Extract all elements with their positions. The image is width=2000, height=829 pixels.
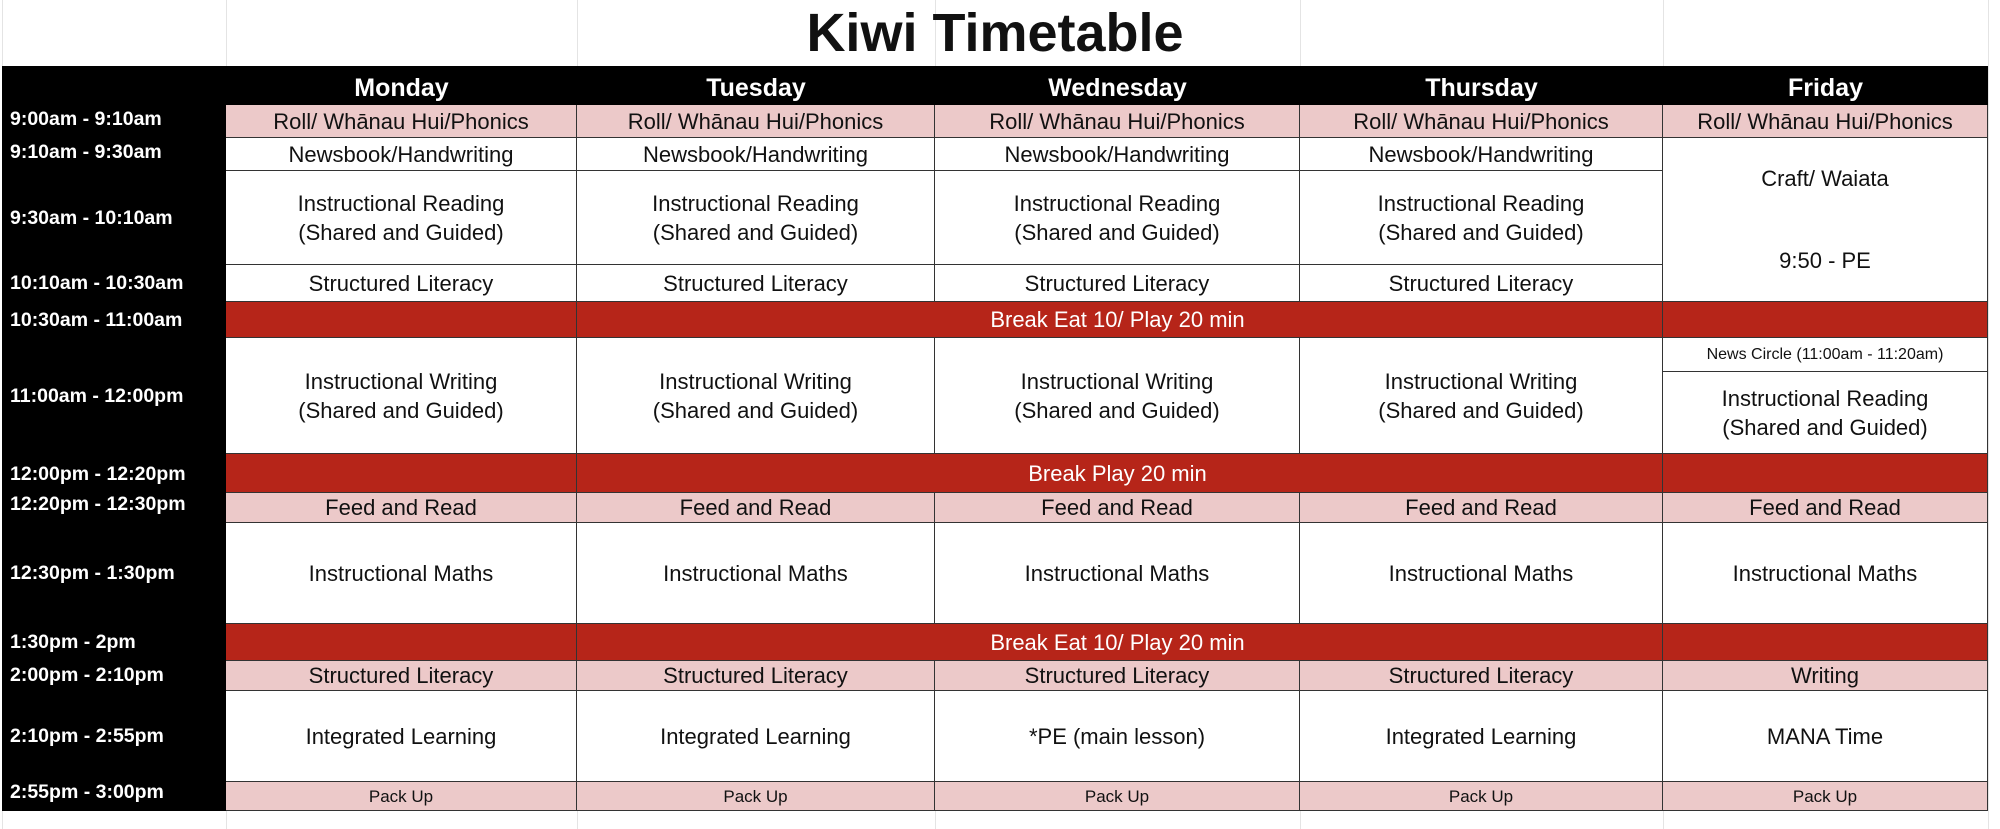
cell-news-circle-friday: News Circle (11:00am - 11:20am): [1663, 338, 1988, 372]
cell-reading-friday: [1663, 372, 1988, 454]
cell-roll-wednesday: Roll/ Whānau Hui/Phonics: [935, 105, 1300, 138]
cell-packup-wednesday: Pack Up: [935, 782, 1300, 811]
cell-roll-tuesday: Roll/ Whānau Hui/Phonics: [577, 105, 935, 138]
header-thursday: Thursday: [1300, 66, 1663, 105]
break-cell: [1663, 302, 1988, 338]
craft-label: Craft/ Waiata: [1761, 166, 1889, 192]
break-cell: [1300, 454, 1663, 493]
cell-mana-friday: MANA Time: [1663, 691, 1988, 782]
reading-line1: Instructional Reading: [1377, 190, 1585, 216]
cell-packup-friday: Pack Up: [1663, 782, 1988, 811]
time-label: 1:30pm - 2pm: [2, 624, 226, 661]
time-label: 11:00am - 12:00pm: [2, 338, 226, 454]
cell-roll-thursday: Roll/ Whānau Hui/Phonics: [1300, 105, 1663, 138]
grid-line: [1988, 0, 1989, 829]
cell-reading-wednesday: [935, 171, 1300, 265]
time-label: 2:10pm - 2:55pm: [2, 691, 226, 782]
cell-literacy-thursday: Structured Literacy: [1300, 265, 1663, 302]
cell-maths-friday: Instructional Maths: [1663, 523, 1988, 624]
cell-newsbook-thursday: Newsbook/Handwriting: [1300, 138, 1663, 171]
cell-roll-monday: Roll/ Whānau Hui/Phonics: [226, 105, 577, 138]
cell-reading-thursday: [1300, 171, 1663, 265]
time-label: 12:00pm - 12:20pm: [2, 454, 226, 493]
time-label: 9:10am - 9:30am: [2, 138, 226, 171]
header-friday: Friday: [1663, 66, 1988, 105]
break-cell: [1663, 454, 1988, 493]
cell-maths-wednesday: Instructional Maths: [935, 523, 1300, 624]
cell-integrated-tuesday: Integrated Learning: [577, 691, 935, 782]
cell-literacy2-tuesday: Structured Literacy: [577, 661, 935, 691]
reading-line2: (Shared and Guided): [298, 219, 504, 245]
break-cell: [1300, 624, 1663, 661]
cell-writing-friday: Writing: [1663, 661, 1988, 691]
cell-feed-monday: Feed and Read: [226, 493, 577, 523]
writing-line2: (Shared and Guided): [652, 397, 859, 423]
cell-feed-tuesday: Feed and Read: [577, 493, 935, 523]
cell-craft-friday: [1663, 138, 1988, 302]
cell-literacy-tuesday: Structured Literacy: [577, 265, 935, 302]
writing-line1: Instructional Writing: [304, 368, 498, 394]
time-label: 12:30pm - 1:30pm: [2, 523, 226, 624]
cell-literacy2-thursday: Structured Literacy: [1300, 661, 1663, 691]
writing-line1: Instructional Writing: [1020, 368, 1214, 394]
break-cell: [1663, 624, 1988, 661]
cell-feed-wednesday: Feed and Read: [935, 493, 1300, 523]
page-title: Kiwi Timetable: [806, 3, 1184, 63]
time-label: 12:20pm - 12:30pm: [2, 493, 226, 523]
writing-line2: (Shared and Guided): [1378, 397, 1584, 423]
time-label: 9:30am - 10:10am: [2, 171, 226, 265]
cell-packup-tuesday: Pack Up: [577, 782, 935, 811]
break-cell: [226, 454, 577, 493]
header-corner: [2, 66, 226, 105]
cell-writing-monday: [226, 338, 577, 454]
break-eat-play-2: Break Eat 10/ Play 20 min: [935, 624, 1300, 661]
reading-line1: Instructional Reading: [1013, 190, 1221, 216]
writing-line1: Instructional Writing: [1384, 368, 1578, 394]
time-label: 2:55pm - 3:00pm: [2, 782, 226, 811]
writing-line2: (Shared and Guided): [1014, 397, 1220, 423]
cell-newsbook-wednesday: Newsbook/Handwriting: [935, 138, 1300, 171]
pe-label: 9:50 - PE: [1779, 247, 1871, 273]
break-cell: [577, 624, 935, 661]
time-label: 10:30am - 11:00am: [2, 302, 226, 338]
header-tuesday: Tuesday: [577, 66, 935, 105]
cell-writing-wednesday: [935, 338, 1300, 454]
header-monday: Monday: [226, 66, 577, 105]
cell-maths-monday: Instructional Maths: [226, 523, 577, 624]
break-cell: [1300, 302, 1663, 338]
cell-integrated-monday: Integrated Learning: [226, 691, 577, 782]
time-label: 2:00pm - 2:10pm: [2, 661, 226, 691]
cell-pe-wednesday: *PE (main lesson): [935, 691, 1300, 782]
cell-feed-friday: Feed and Read: [1663, 493, 1988, 523]
reading-line2: (Shared and Guided): [1014, 219, 1220, 245]
cell-newsbook-monday: Newsbook/Handwriting: [226, 138, 577, 171]
break-cell: [226, 302, 577, 338]
header-wednesday: Wednesday: [935, 66, 1300, 105]
reading-line1: Instructional Reading: [1721, 385, 1929, 411]
time-label: 10:10am - 10:30am: [2, 265, 226, 302]
reading-line2: (Shared and Guided): [1722, 414, 1928, 440]
cell-reading-monday: [226, 171, 577, 265]
reading-line2: (Shared and Guided): [1378, 219, 1584, 245]
break-play: Break Play 20 min: [935, 454, 1300, 493]
break-cell: [577, 454, 935, 493]
time-label: 9:00am - 9:10am: [2, 105, 226, 138]
cell-packup-thursday: Pack Up: [1300, 782, 1663, 811]
cell-literacy2-monday: Structured Literacy: [226, 661, 577, 691]
cell-packup-monday: Pack Up: [226, 782, 577, 811]
cell-literacy-monday: Structured Literacy: [226, 265, 577, 302]
cell-maths-thursday: Instructional Maths: [1300, 523, 1663, 624]
cell-feed-thursday: Feed and Read: [1300, 493, 1663, 523]
writing-line1: Instructional Writing: [659, 368, 852, 394]
cell-roll-friday: Roll/ Whānau Hui/Phonics: [1663, 105, 1988, 138]
writing-line2: (Shared and Guided): [298, 397, 504, 423]
reading-line1: Instructional Reading: [297, 190, 505, 216]
cell-literacy2-wednesday: Structured Literacy: [935, 661, 1300, 691]
cell-maths-tuesday: Instructional Maths: [577, 523, 935, 624]
break-eat-play-1: Break Eat 10/ Play 20 min: [935, 302, 1300, 338]
cell-writing-thursday: [1300, 338, 1663, 454]
break-cell: [577, 302, 935, 338]
cell-reading-tuesday: [577, 171, 935, 265]
break-cell: [226, 624, 577, 661]
cell-literacy-wednesday: Structured Literacy: [935, 265, 1300, 302]
cell-writing-tuesday: [577, 338, 935, 454]
cell-newsbook-tuesday: Newsbook/Handwriting: [577, 138, 935, 171]
reading-line1: Instructional Reading: [652, 190, 859, 216]
cell-integrated-thursday: Integrated Learning: [1300, 691, 1663, 782]
reading-line2: (Shared and Guided): [652, 219, 859, 245]
